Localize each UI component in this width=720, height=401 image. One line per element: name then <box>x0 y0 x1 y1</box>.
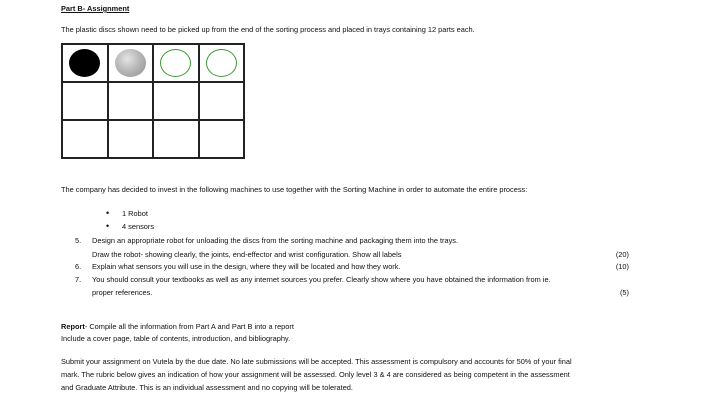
report-line <box>61 322 294 331</box>
item-text: Design an appropriate robot for unloading the discs from the sorting machine and packaging them into the trays. <box>92 236 459 245</box>
item-text: Draw the robot- showing clearly, the joints, end-effector and wrist configuration. Show all labels <box>92 250 402 259</box>
tray-cell <box>153 120 199 158</box>
item-number: 7. <box>75 275 82 284</box>
company-text: The company has decided to invest in the following machines to use together with the Sorting Machine in order to automate the entire process: <box>61 185 528 194</box>
outline-disc-icon <box>206 49 237 77</box>
tray-cell <box>199 44 245 82</box>
item-mark: (5) <box>619 288 629 297</box>
item-text: Explain what sensors you will use in the design, where they will be located and how they work. <box>92 262 401 271</box>
list-item <box>0 288 720 300</box>
bullet-item: • 4 sensors <box>122 222 154 231</box>
tray-cell <box>153 44 199 82</box>
report-line-2: Include a cover page, table of contents, introduction, and bibliography. <box>61 334 291 343</box>
item-mark: (20) <box>615 250 629 259</box>
list-item <box>0 275 720 287</box>
tray-cell <box>62 82 108 120</box>
report-label: Report <box>61 322 85 331</box>
black-disc-icon <box>69 49 100 77</box>
item-number: 6. <box>75 262 82 271</box>
grey-disc-icon <box>115 49 146 77</box>
tray-cell <box>62 120 108 158</box>
item-mark: (10) <box>615 262 629 271</box>
tray-cell <box>153 82 199 120</box>
item-number: 5. <box>75 236 82 245</box>
tray-cell <box>62 44 108 82</box>
report-text: - Compile all the information from Part A and Part B into a report <box>84 322 294 331</box>
list-item <box>0 236 720 248</box>
submit-line-2: mark. The rubric below gives an indication of how your assignment will be assessed. Only level 3 & 4 are considered as being competent in the assessment <box>61 370 570 379</box>
list-item <box>0 250 720 262</box>
item-text: You should consult your textbooks as well as any internet sources you prefer. Clearly show where you have obtained the information from ie. <box>92 275 551 284</box>
list-item <box>0 262 720 274</box>
outline-disc-icon <box>160 49 191 77</box>
tray-cell <box>108 82 154 120</box>
item-text: proper references. <box>92 288 153 297</box>
heading: Part B- Assignment <box>61 4 130 13</box>
intro-text: The plastic discs shown need to be picked up from the end of the sorting process and placed in trays containing 12 parts each. <box>61 25 475 34</box>
tray-cell <box>108 44 154 82</box>
tray-cell <box>199 82 245 120</box>
tray-cell <box>199 120 245 158</box>
tray-grid <box>61 43 245 159</box>
submit-line-3: and Graduate Attribute. This is an individual assessment and no copying will be tolerated. <box>61 383 353 392</box>
submit-line-1: Submit your assignment on Vutela by the due date. No late submissions will be accepted. This assessment is compulsory and accounts for 50% of your final <box>61 357 572 366</box>
tray-cell <box>108 120 154 158</box>
bullet-item: • 1 Robot <box>122 209 148 218</box>
page-bottom-edge <box>61 396 671 401</box>
